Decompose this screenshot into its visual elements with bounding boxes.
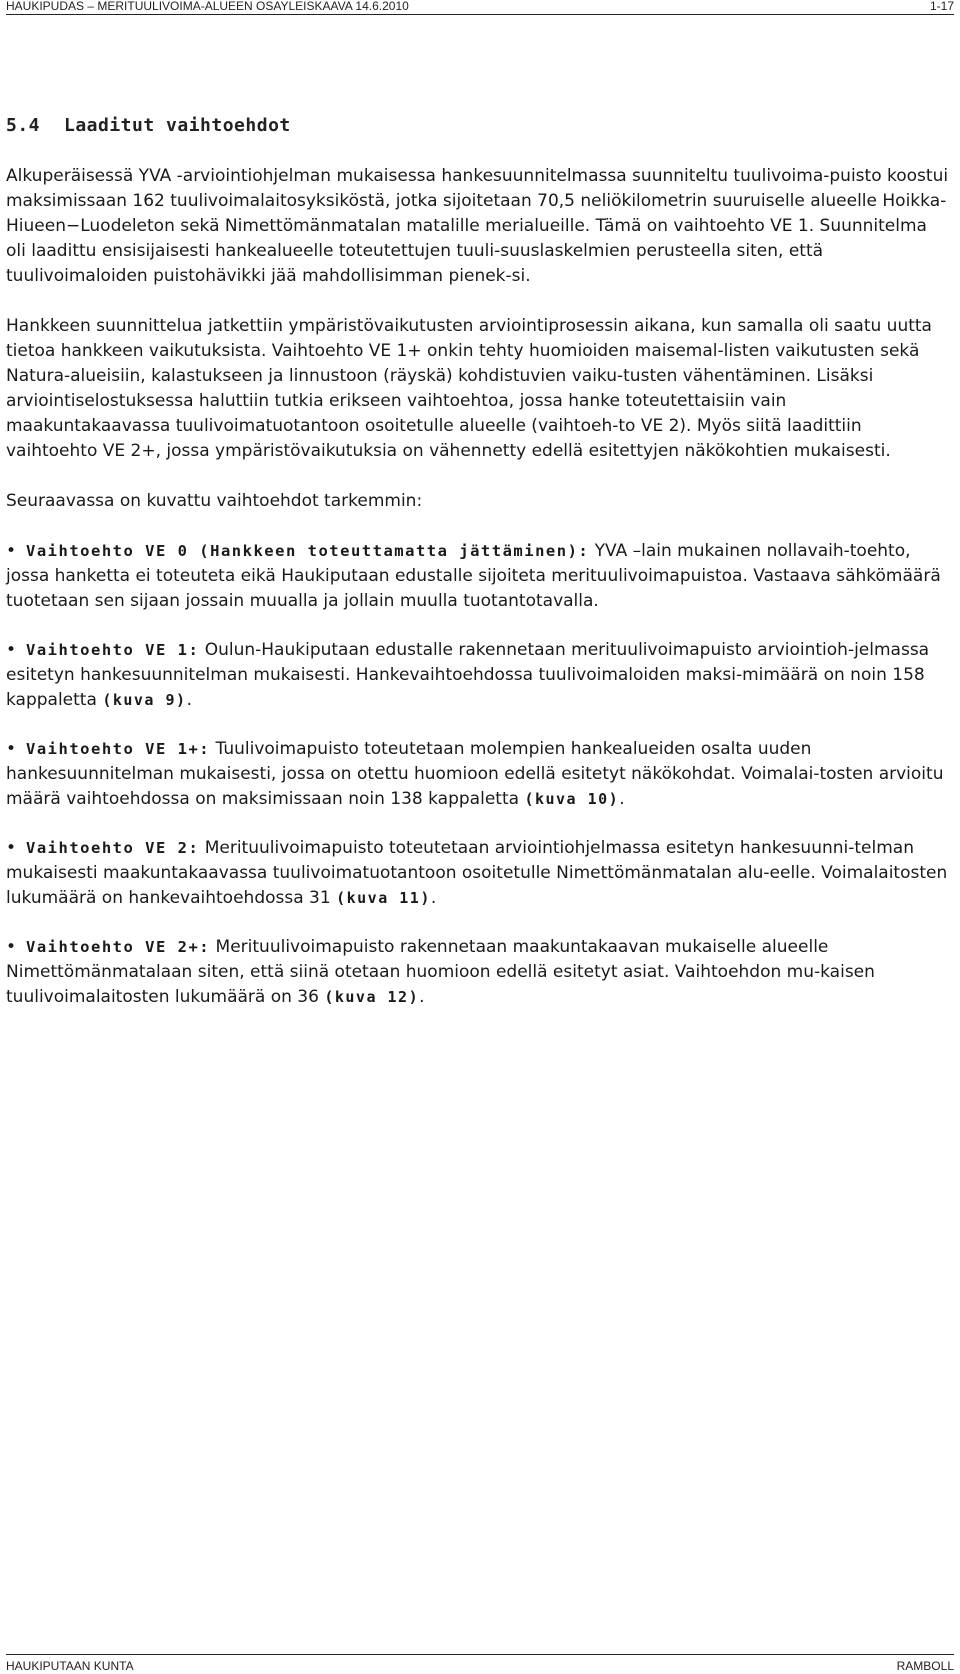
paragraph: Seuraavassa on kuvattu vaihtoehdot tarkemmin:: [6, 491, 423, 511]
figure-reference: (kuva 10): [524, 790, 620, 808]
list-item-lead: Vaihtoehto VE 1:: [26, 641, 200, 659]
bullet-icon: •: [6, 739, 17, 759]
bullet-icon: •: [6, 838, 17, 858]
bullet-icon: •: [6, 640, 17, 660]
list-item-end: .: [419, 987, 425, 1007]
list-item-end: .: [186, 690, 192, 710]
figure-reference: (kuva 12): [324, 988, 420, 1006]
list-item: [6, 638, 952, 713]
list-item-end: .: [430, 888, 437, 908]
list-item-lead: Vaihtoehto VE 2+:: [26, 938, 211, 956]
figure-reference: (kuva 9): [102, 691, 187, 709]
list-item-text: Merituulivoimapuisto toteutetaan arviointiohjelmassa esitetyn hankesuunni-telman mukaisesti maakuntakaavassa tuulivoimatuotantoon osoitetulle Nimettömänmatalan alu-eelle. Voimalaitosten lukumäärä on hankevaihtoehdossa 31: [6, 838, 948, 908]
page-header: [6, 0, 954, 15]
bullet-icon: •: [6, 937, 17, 957]
list-item-text: Oulun-Haukiputaan edustalle rakennetaan merituulivoimapuisto arviointioh-jelmassa esitetyn hankesuunnitelman mukaisesti. Hankevaihtoehdossa tuulivoimaloiden maksi-mimäärä on noin 158 kappaletta: [6, 640, 930, 710]
footer-right: RAMBOLL: [896, 1659, 954, 1673]
figure-reference: (kuva 11): [336, 889, 431, 907]
list-item: [6, 737, 952, 812]
page-footer: [6, 1654, 954, 1673]
header-title: HAUKIPUDAS – MERITUULIVOIMA-ALUEEN OSAYLEISKAAVA 14.6.2010: [6, 0, 409, 13]
list-item-lead: Vaihtoehto VE 2:: [26, 839, 200, 857]
list-item: [6, 539, 952, 614]
bullet-icon: •: [6, 541, 17, 561]
list-item-lead: Vaihtoehto VE 0 (Hankkeen toteuttamatta jättäminen):: [26, 542, 590, 560]
list-item-lead: Vaihtoehto VE 1+:: [26, 740, 211, 758]
paragraph: Alkuperäisessä YVA -arviointiohjelman mukaisessa hankesuunnitelmassa suunniteltu tuulivoima-puisto koostui maksimissaan 162 tuulivoimalaitosyksiköstä, jotka sijoitetaan 70,5 neliökilometrin suuruiselle alueelle Hoikka-Hiueen−Luodeleton sekä Nimettömänmatalan matalille merialueille. Tämä on vaihtoehto VE 1. Suunnitelma oli laadittu ensisijaisesti hankealueelle toteutettujen tuuli-suuslaskelmien perusteella siten, että tuulivoimaloiden puistohävikki jää mahdollisimman pienek-si.: [6, 166, 949, 286]
list-item-text: YVA –lain mukainen nollavaih-toehto, jossa hanketta ei toteuteta eikä Haukiputaan edustalle sijoiteta merituulivoimapuistoa. Vastaava sähkömäärä tuotetaan sen sijaan jossain muualla ja jollain muulla tuotantotavalla.: [6, 541, 941, 611]
section-title: Laaditut vaihtoehdot: [64, 115, 291, 136]
list-item-text: Merituulivoimapuisto rakennetaan maakuntakaavan mukaiselle alueelle Nimettömänmatalaan siten, että siinä otetaan huomioon edellä esitetyt asiat. Vaihtoehdon mu-kaisen tuulivoimalaitosten lukumäärä on 36: [6, 937, 875, 1007]
footer-left: HAUKIPUTAAN KUNTA: [6, 1659, 134, 1673]
paragraph: Hankkeen suunnittelua jatkettiin ympäristövaikutusten arviointiprosessin aikana, kun samalla oli saatu uutta tietoa hankkeen vaikutuksista. Vaihtoehto VE 1+ onkin tehty huomioiden maisemal-listen vaikutusten sekä Natura-alueisiin, kalastukseen ja linnustoon (räyskä) kohdistuvien vaiku-tusten vähentäminen. Lisäksi arviointiselostuksessa haluttiin tutkia erikseen vaihtoehtoa, jossa hanke toteutettaisiin vain maakuntakaavassa tuulivoimatuotantoon osoitetulle alueelle (vaihtoeh-to VE 2). Myös siitä laadittiin vaihtoehto VE 2+, jossa ympäristövaikutuksia on vähennetty edellä esitettyjen näkökohtien mukaisesti.: [6, 316, 932, 461]
body-text: [6, 164, 952, 1010]
list-item-text: Tuulivoimapuisto toteutetaan molempien hankealueiden osalta uuden hankesuunnitelman mukaisesti, jossa on otettu huomioon edellä esitetyt näkökohdat. Voimalai-tosten arvioitu määrä vaihtoehdossa on maksimissaan noin 138 kappaletta: [6, 739, 944, 809]
list-item: [6, 935, 952, 1010]
section-heading: [6, 115, 291, 136]
page-number: 1-17: [929, 0, 954, 13]
section-number: 5.4: [6, 115, 41, 136]
list-item: [6, 836, 952, 911]
list-item-end: .: [619, 789, 625, 809]
